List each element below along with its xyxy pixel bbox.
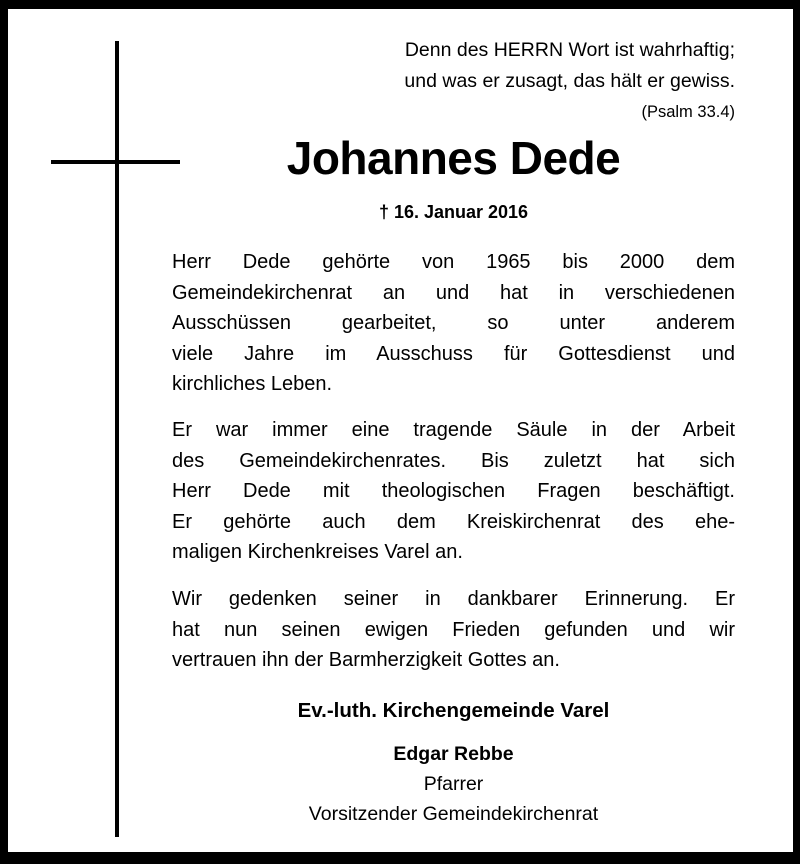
text-line: Er gehörte auch dem Kreiskirchenrat des ehe- [172,510,735,533]
text-line: Wir gedenken seiner in dankbarer Erinnerung. Er [172,588,735,610]
text-line: Herr Dede mit theologischen Fragen beschäftigt. [172,480,735,503]
text-line: kirchliches Leben. [172,373,333,396]
signatory-role: Vorsitzender Gemeindekirchenrat [308,803,599,825]
quote-reference: (Psalm 33.4) [641,103,735,121]
quote-line: Denn des HERRN Wort ist wahrhaftig; [404,39,735,61]
text-line: Er war immer eine tragende Säule in der Arbeit [172,419,735,441]
text-line: vertrauen ihn der Barmherzigkeit Gottes an. [172,649,560,672]
text-line: Gemeindekirchenrat an und hat in verschiedenen [172,281,735,304]
text-line: des Gemeindekirchenrates. Bis zuletzt hat sich [172,449,735,472]
signatory-name: Edgar Rebbe [393,743,514,765]
cross-icon-horizontal [51,160,180,164]
signatory-title: Pfarrer [423,773,484,795]
text-line: Herr Dede gehörte von 1965 bis 2000 dem [172,251,735,273]
quote-line: und was er zusagt, das hält er gewiss. [404,70,735,92]
text-line: viele Jahre im Ausschuss für Gottesdienst und [172,342,735,365]
text-line: maligen Kirchenkreises Varel an. [172,541,463,564]
text-line: hat nun seinen ewigen Frieden gefunden und wir [172,618,735,641]
paragraph-2 [172,415,735,568]
text-line: Ausschüssen gearbeitet, so unter anderem [172,312,735,335]
paragraph-3 [172,584,735,676]
death-date: † 16. Januar 2016 [378,202,529,222]
notice-frame [8,9,793,852]
paragraph-1 [172,247,735,400]
deceased-name: Johannes Dede [286,132,621,184]
organization: Ev.-luth. Kirchengemeinde Varel [297,699,610,722]
